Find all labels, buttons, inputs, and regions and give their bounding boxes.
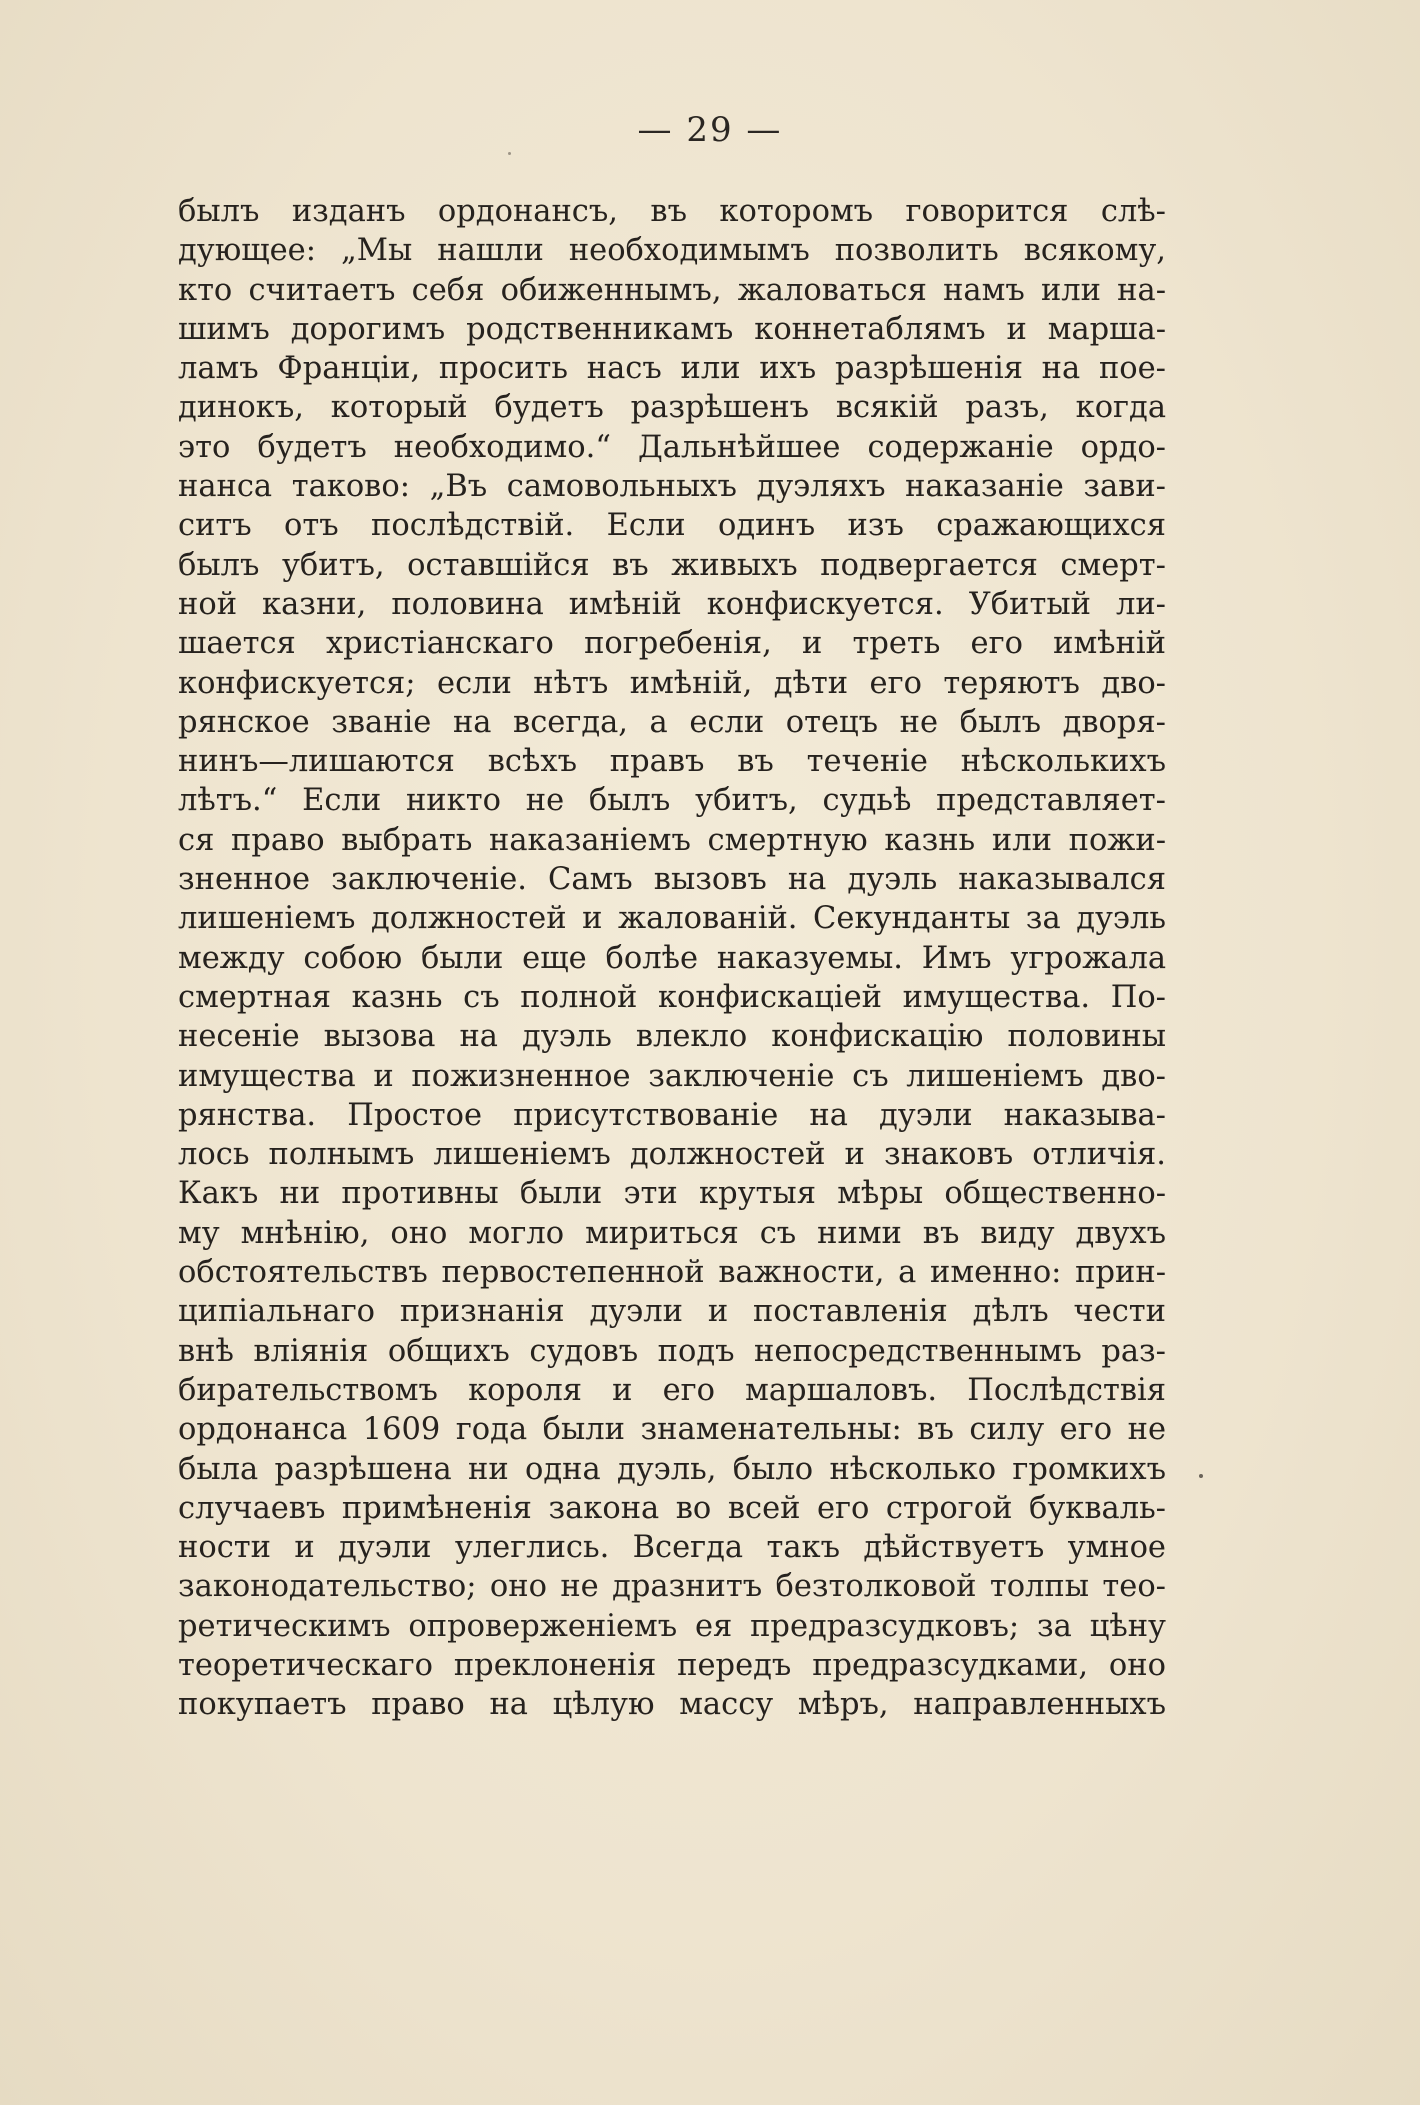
text-line: конфискуется; если нѣтъ имѣній, дѣти его теряютъ дво- — [178, 665, 1166, 701]
text-line: ситъ отъ послѣдствій. Если одинъ изъ сражающихся — [178, 508, 1166, 544]
text-line: ся право выбрать наказаніемъ смертную казнь или пожи- — [178, 822, 1166, 858]
text-line: динокъ, который будетъ разрѣшенъ всякій разъ, когда — [178, 390, 1166, 426]
text-line: лѣтъ.“ Если никто не былъ убитъ, судьѣ представляет- — [178, 783, 1166, 819]
text-line: обстоятельствъ первостепенной важности, а именно: прин- — [178, 1255, 1166, 1291]
text-line: это будетъ необходимо.“ Дальнѣйшее содержаніе ордо- — [178, 429, 1166, 465]
print-speck — [1199, 1474, 1203, 1478]
text-line: ламъ Франціи, просить насъ или ихъ разрѣшенія на пое- — [178, 351, 1166, 387]
text-line: шимъ дорогимъ родственникамъ коннетаблямъ и марша- — [178, 311, 1166, 347]
body-text — [178, 192, 1166, 1725]
text-line: внѣ вліянія общихъ судовъ подъ непосредственнымъ раз- — [178, 1333, 1166, 1369]
text-line: между собою были еще болѣе наказуемы. Имъ угрожала — [178, 940, 1166, 976]
text-line: ной казни, половина имѣній конфискуется. Убитый ли- — [178, 586, 1166, 622]
text-line: шается христіанскаго погребенія, и треть его имѣній — [178, 626, 1166, 662]
print-speck — [508, 152, 511, 155]
text-line: Какъ ни противны были эти крутыя мѣры общественно- — [178, 1176, 1166, 1212]
text-line: рянства. Простое присутствованіе на дуэли наказыва- — [178, 1097, 1166, 1133]
text-line: имущества и пожизненное заключеніе съ лишеніемъ дво- — [178, 1058, 1166, 1094]
text-line: зненное заключеніе. Самъ вызовъ на дуэль наказывался — [178, 862, 1166, 898]
text-line: нинъ—лишаются всѣхъ правъ въ теченіе нѣсколькихъ — [178, 744, 1166, 780]
text-line: былъ убитъ, оставшійся въ живыхъ подвергается смерт- — [178, 547, 1166, 583]
page-number: — 29 — — [637, 110, 783, 150]
text-line: ципіальнаго признанія дуэли и поставленія дѣлъ чести — [178, 1294, 1166, 1330]
text-line: нанса таково: „Въ самовольныхъ дуэляхъ наказаніе зави- — [178, 469, 1166, 505]
text-line: законодательство; оно не дразнитъ безтолковой толпы тео- — [178, 1569, 1166, 1605]
text-line: смертная казнь съ полной конфискаціей имущества. По- — [178, 979, 1166, 1015]
text-line: му мнѣнію, оно могло мириться съ ними въ виду двухъ — [178, 1215, 1166, 1251]
text-line: дующее: „Мы нашли необходимымъ позволить всякому, — [178, 233, 1166, 269]
text-line: ретическимъ опроверженіемъ ея предразсудковъ; за цѣну — [178, 1608, 1166, 1644]
text-line: былъ изданъ ордонансъ, въ которомъ говорится слѣ- — [178, 194, 1166, 229]
text-line: теоретическаго преклоненія передъ предразсудками, оно — [178, 1647, 1166, 1683]
text-line: была разрѣшена ни одна дуэль, было нѣсколько громкихъ — [178, 1451, 1166, 1487]
text-line: ордонанса 1609 года были знаменательны: въ силу его не — [178, 1412, 1166, 1448]
text-line: покупаетъ право на цѣлую массу мѣръ, направленныхъ — [178, 1687, 1166, 1723]
text-line: лось полнымъ лишеніемъ должностей и знаковъ отличія. — [178, 1137, 1166, 1173]
text-line: лишеніемъ должностей и жалованій. Секунданты за дуэль — [178, 901, 1166, 937]
text-line: несеніе вызова на дуэль влекло конфискацію половины — [178, 1019, 1166, 1055]
text-line: рянское званіе на всегда, а если отецъ не былъ дворя- — [178, 704, 1166, 740]
text-line: бирательствомъ короля и его маршаловъ. Послѣдствія — [178, 1372, 1166, 1408]
text-line: ности и дуэли улеглись. Всегда такъ дѣйствуетъ умное — [178, 1530, 1166, 1566]
text-line: случаевъ примѣненія закона во всей его строгой букваль- — [178, 1490, 1166, 1526]
text-line: кто считаетъ себя обиженнымъ, жаловаться намъ или на- — [178, 272, 1166, 308]
